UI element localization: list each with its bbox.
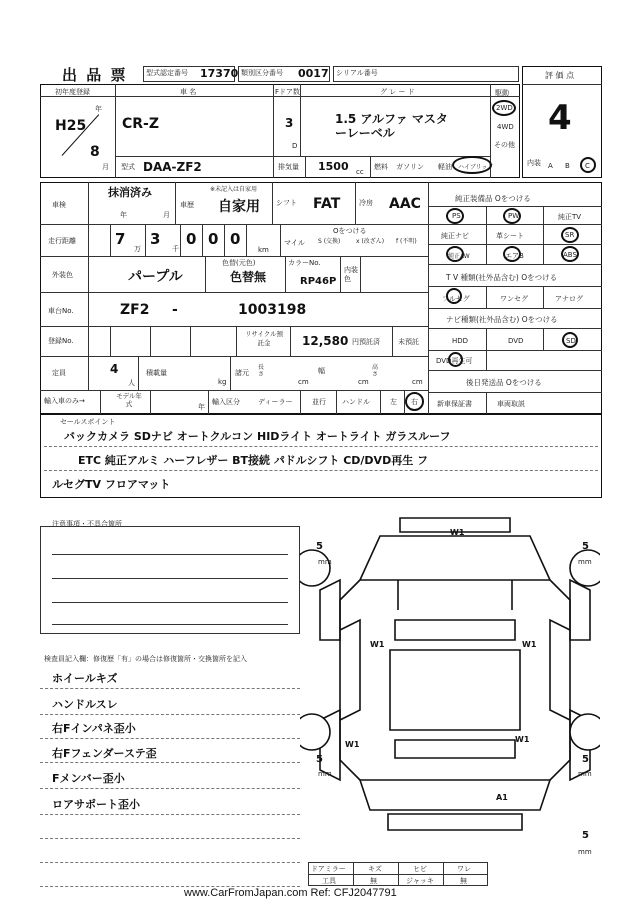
inspector-line-4: 右Fフェンダーステ歪 xyxy=(52,747,157,760)
chassis-label: 車台No. xyxy=(48,307,74,315)
month-unit: 月 xyxy=(102,163,109,171)
inspection-month: 月 xyxy=(163,211,170,219)
category-no: 0017 xyxy=(298,67,329,80)
mileage-digit-5: 0 xyxy=(230,230,241,248)
color-change-label: 色替(元色) xyxy=(222,259,256,267)
legend-mirror: ドアミラー xyxy=(311,865,346,873)
equip-abs: ABS xyxy=(563,251,577,259)
height-cm: cm xyxy=(412,378,423,386)
grade-label: グ レ ー ド xyxy=(380,88,415,96)
navi-sd: SD xyxy=(566,337,576,345)
inspector-line-2: ハンドルスレ xyxy=(52,698,118,711)
category-label: 類別区分番号 xyxy=(241,69,283,77)
mark-a1-rear: A1 xyxy=(496,793,508,802)
car-name: CR-Z xyxy=(122,116,160,132)
mileage-digit-1: 7 xyxy=(115,230,126,248)
legend-scratch: キズ xyxy=(368,865,382,873)
tread-spare: 5 xyxy=(582,830,589,841)
diagram-windshield xyxy=(395,620,515,640)
equip-navi: 純正ナビ xyxy=(441,232,469,240)
mileage-man: 万 xyxy=(134,245,141,253)
after-warranty: 新車保証書 xyxy=(437,400,472,408)
after-manual: 車両取説 xyxy=(497,400,525,408)
dvd-playback: DVD再生可 xyxy=(436,357,473,365)
first-reg-label: 初年度登録 xyxy=(55,88,90,96)
diagram-trunk xyxy=(360,780,550,810)
equip-aw: 純正AW xyxy=(448,253,470,260)
history-value: 自家用 xyxy=(218,199,260,215)
history-note: ※未記入は自家用 xyxy=(210,186,258,193)
serial-label: シリアル番号 xyxy=(336,69,378,77)
tv-fullseg: フルセグ xyxy=(442,295,470,303)
mileage-digit-4: 0 xyxy=(208,230,219,248)
inspector-line-3: 右Fインパネ歪小 xyxy=(52,722,136,735)
drive-2wd: 2WD xyxy=(496,104,513,112)
mark-w1-rear-left: W1 xyxy=(345,740,360,749)
wheel-rear-right xyxy=(570,714,600,750)
ac-label: 冷房 xyxy=(359,199,373,207)
watermark: www.CarFromJapan.com Ref: CFJ2047791 xyxy=(184,887,397,899)
equip-airbag: エアB xyxy=(505,252,524,260)
score-value: 4 xyxy=(548,98,572,138)
tread-unit-fr: mm xyxy=(578,558,592,566)
color-code-value: RP46P xyxy=(300,276,337,287)
handle-right-circle xyxy=(405,392,424,411)
fuel-hybrid-circle xyxy=(452,156,492,174)
legend-tools-value: 無 xyxy=(370,877,377,885)
navi-header: ナビ種類(社外品含む) Oをつける xyxy=(446,315,558,324)
inspector-line-5: Fメンバー歪小 xyxy=(52,772,125,785)
model-cert-no: 17370 xyxy=(200,67,239,80)
capacity-unit: 人 xyxy=(128,379,135,387)
mileage-unit: km xyxy=(258,246,269,254)
equip-ps: PS xyxy=(452,212,461,220)
inspector-line-1: ホイールキズ xyxy=(52,672,118,685)
mileage-sen: 千 xyxy=(172,245,179,253)
mark-w1-rear-right: W1 xyxy=(515,735,530,744)
diagram-roof xyxy=(390,650,520,730)
form-title: 出 品 票 xyxy=(62,66,128,84)
handle-label: ハンドル xyxy=(342,398,370,406)
width-label: 幅 xyxy=(318,367,325,375)
tread-rear-left: 5 xyxy=(316,754,323,765)
recycle-label: リサイクル預託金 xyxy=(244,330,284,347)
drive-label: 駆動 xyxy=(495,89,509,97)
import-label: 輸入車のみ→ xyxy=(44,397,85,405)
chassis-prefix: ZF2 xyxy=(120,302,150,318)
model-year-unit: 年 xyxy=(198,403,205,411)
interior-a: A xyxy=(548,162,553,170)
navi-hdd: HDD xyxy=(452,337,469,345)
model-year-label: モデル年式 xyxy=(116,392,142,408)
interior-label: 内装 xyxy=(527,159,541,167)
dealer-option: ディーラー xyxy=(258,398,293,406)
first-reg-month: 8 xyxy=(90,144,100,160)
meter-option-f: f (不明) xyxy=(396,238,417,245)
recycle-not: 未預託 xyxy=(398,338,419,346)
fuel-label: 燃料 xyxy=(374,163,388,171)
sales-points-label: セールスポイント xyxy=(60,418,116,426)
fuel-hybrid: ハイブリッド xyxy=(458,164,494,171)
navi-dvd: DVD xyxy=(508,337,524,345)
fuel-gasoline: ガソリン xyxy=(396,163,424,171)
height-label: 高さ xyxy=(372,364,379,378)
diagram-rear-bumper xyxy=(388,814,522,830)
wheel-rear-left xyxy=(300,714,330,750)
parallel-option: 並行 xyxy=(312,398,326,406)
shift-value: FAT xyxy=(313,196,341,212)
tv-header: T V 種類(社外品含む) Oをつける xyxy=(446,273,558,282)
inspection-year: 年 xyxy=(120,211,127,219)
tread-unit-rl: mm xyxy=(318,770,332,778)
diagram-hood xyxy=(360,536,550,580)
equip-pw-circle xyxy=(503,208,521,224)
legend-jack: ジャッキ xyxy=(406,877,434,885)
grade-line2: ーレーベル xyxy=(335,126,395,140)
handle-right: 右 xyxy=(411,398,418,406)
shift-label: シフト xyxy=(276,199,297,207)
wheel-front-left xyxy=(300,550,330,586)
inspector-line-6: ロアサポート歪小 xyxy=(52,798,140,811)
meter-circle-note: Oをつける xyxy=(333,227,367,235)
chassis-dash: - xyxy=(172,302,178,318)
handle-left: 左 xyxy=(390,398,397,406)
displacement-value: 1500 xyxy=(318,160,349,173)
sales-line-2: ETC 純正アルミ ハーフレザー BT接続 パドルシフト CD/DVD再生 フ xyxy=(78,454,429,467)
doors-label: Fドア数 xyxy=(275,88,300,96)
car-name-label: 車 名 xyxy=(180,88,197,96)
notes-box xyxy=(40,526,300,634)
mileage-digit-3: 0 xyxy=(186,230,197,248)
capacity-label: 定員 xyxy=(52,369,66,377)
inspector-label: 検査員記入欄：修復歴「有」の場合は修復箇所・交換箇所を記入 xyxy=(44,655,247,663)
meter-option-s: S (交換) xyxy=(318,238,341,245)
import-cat-label: 輸入区分 xyxy=(212,398,240,406)
doors-sub: D xyxy=(292,142,298,150)
width-cm: cm xyxy=(358,378,369,386)
model-cert-label: 型式認定番号 xyxy=(146,69,188,77)
color-code-label: カラーNo. xyxy=(288,259,321,267)
meter-option-x: x (改ざん) xyxy=(356,238,385,245)
color-label: 外装色 xyxy=(52,271,73,279)
mileage-digit-2: 3 xyxy=(150,230,161,248)
equip-tv: 純正TV xyxy=(558,213,582,221)
interior-c-circle xyxy=(580,157,596,173)
equip-leather: 革シート xyxy=(496,232,524,240)
notes-label: 注意事項・不具合箇所 xyxy=(52,520,122,528)
chassis-no: 1003198 xyxy=(238,302,307,318)
mark-w1-front: W1 xyxy=(450,528,465,537)
sales-line-1: バックカメラ SDナビ オートクルコン HIDライト オートライト ガラスルーフ xyxy=(64,430,451,443)
interior-c: C xyxy=(585,162,590,170)
after-header: 後日発送品 Oをつける xyxy=(466,378,542,387)
tread-front-right: 5 xyxy=(582,541,589,552)
tread-unit-spare: mm xyxy=(578,848,592,856)
ac-value: AAC xyxy=(389,196,421,212)
displacement-unit: cc xyxy=(356,168,364,176)
tv-fullseg-circle xyxy=(446,288,462,304)
reg-no-label: 登録No. xyxy=(48,337,74,345)
history-label: 車歴 xyxy=(180,201,194,209)
legend-crack: ヒビ xyxy=(413,865,427,873)
navi-sd-circle xyxy=(562,332,578,348)
load-label: 積載量 xyxy=(146,369,167,377)
equip-ps-circle xyxy=(446,208,464,224)
grade-line1: 1.5 アルファ マスタ xyxy=(335,112,448,126)
dims-label: 諸元 xyxy=(235,369,249,377)
inspection-label: 車検 xyxy=(52,201,66,209)
recycle-deposited: 円預託済 xyxy=(352,338,380,346)
drive-2wd-circle xyxy=(492,100,516,116)
load-unit: kg xyxy=(218,378,227,386)
mark-w1-right: W1 xyxy=(522,640,537,649)
legend-break: ワレ xyxy=(457,865,471,873)
wheel-front-right xyxy=(570,550,600,586)
interior-color-label: 内装色 xyxy=(344,266,358,283)
equip-sr: SR xyxy=(565,231,575,239)
doors-value: 3 xyxy=(285,116,294,130)
mileage-label: 走行距離 xyxy=(48,237,76,245)
mark-w1-left: W1 xyxy=(370,640,385,649)
drive-other: その他 xyxy=(494,141,515,149)
dvd-playback-circle xyxy=(448,352,463,367)
mile-label: マイル xyxy=(284,239,305,247)
equip-aw-circle xyxy=(446,246,464,262)
inspection-value: 抹消済み xyxy=(108,186,152,199)
fuel-diesel: 軽油 xyxy=(438,163,452,171)
year-unit: 年 xyxy=(95,105,102,113)
length-cm: cm xyxy=(298,378,309,386)
legend-tools: 工具 xyxy=(322,877,336,885)
first-reg-year: H25 xyxy=(55,118,87,134)
equip-airbag-circle xyxy=(503,246,521,262)
tv-analog: アナログ xyxy=(555,295,583,303)
equipment-header: 純正装備品 Oをつける xyxy=(455,194,531,203)
color-change-value: 色替無 xyxy=(230,270,267,284)
equip-sr-circle xyxy=(561,227,579,243)
sales-line-3: ルセグTV フロアマット xyxy=(52,478,171,491)
tread-rear-right: 5 xyxy=(582,754,589,765)
model-type-label: 型式 xyxy=(121,163,135,171)
displacement-label: 排気量 xyxy=(278,163,299,171)
model-type: DAA-ZF2 xyxy=(143,160,202,174)
capacity-value: 4 xyxy=(110,362,119,376)
score-label: 評 価 点 xyxy=(545,71,575,80)
equip-abs-circle xyxy=(561,246,579,262)
interior-b: B xyxy=(565,162,570,170)
tv-oneseg: ワンセグ xyxy=(500,295,528,303)
legend-jack-value: 無 xyxy=(460,877,467,885)
tread-unit-rr: mm xyxy=(578,770,592,778)
color-value: パープル xyxy=(128,269,183,285)
tread-unit-fl: mm xyxy=(318,558,332,566)
diagram-rear-glass xyxy=(395,740,515,758)
drive-4wd: 4WD xyxy=(497,123,514,131)
tread-front-left: 5 xyxy=(316,541,323,552)
length-label: 長さ xyxy=(258,364,265,378)
car-damage-diagram xyxy=(300,510,600,840)
recycle-amount: 12,580 xyxy=(302,334,349,348)
equip-pw: PW xyxy=(508,212,520,220)
